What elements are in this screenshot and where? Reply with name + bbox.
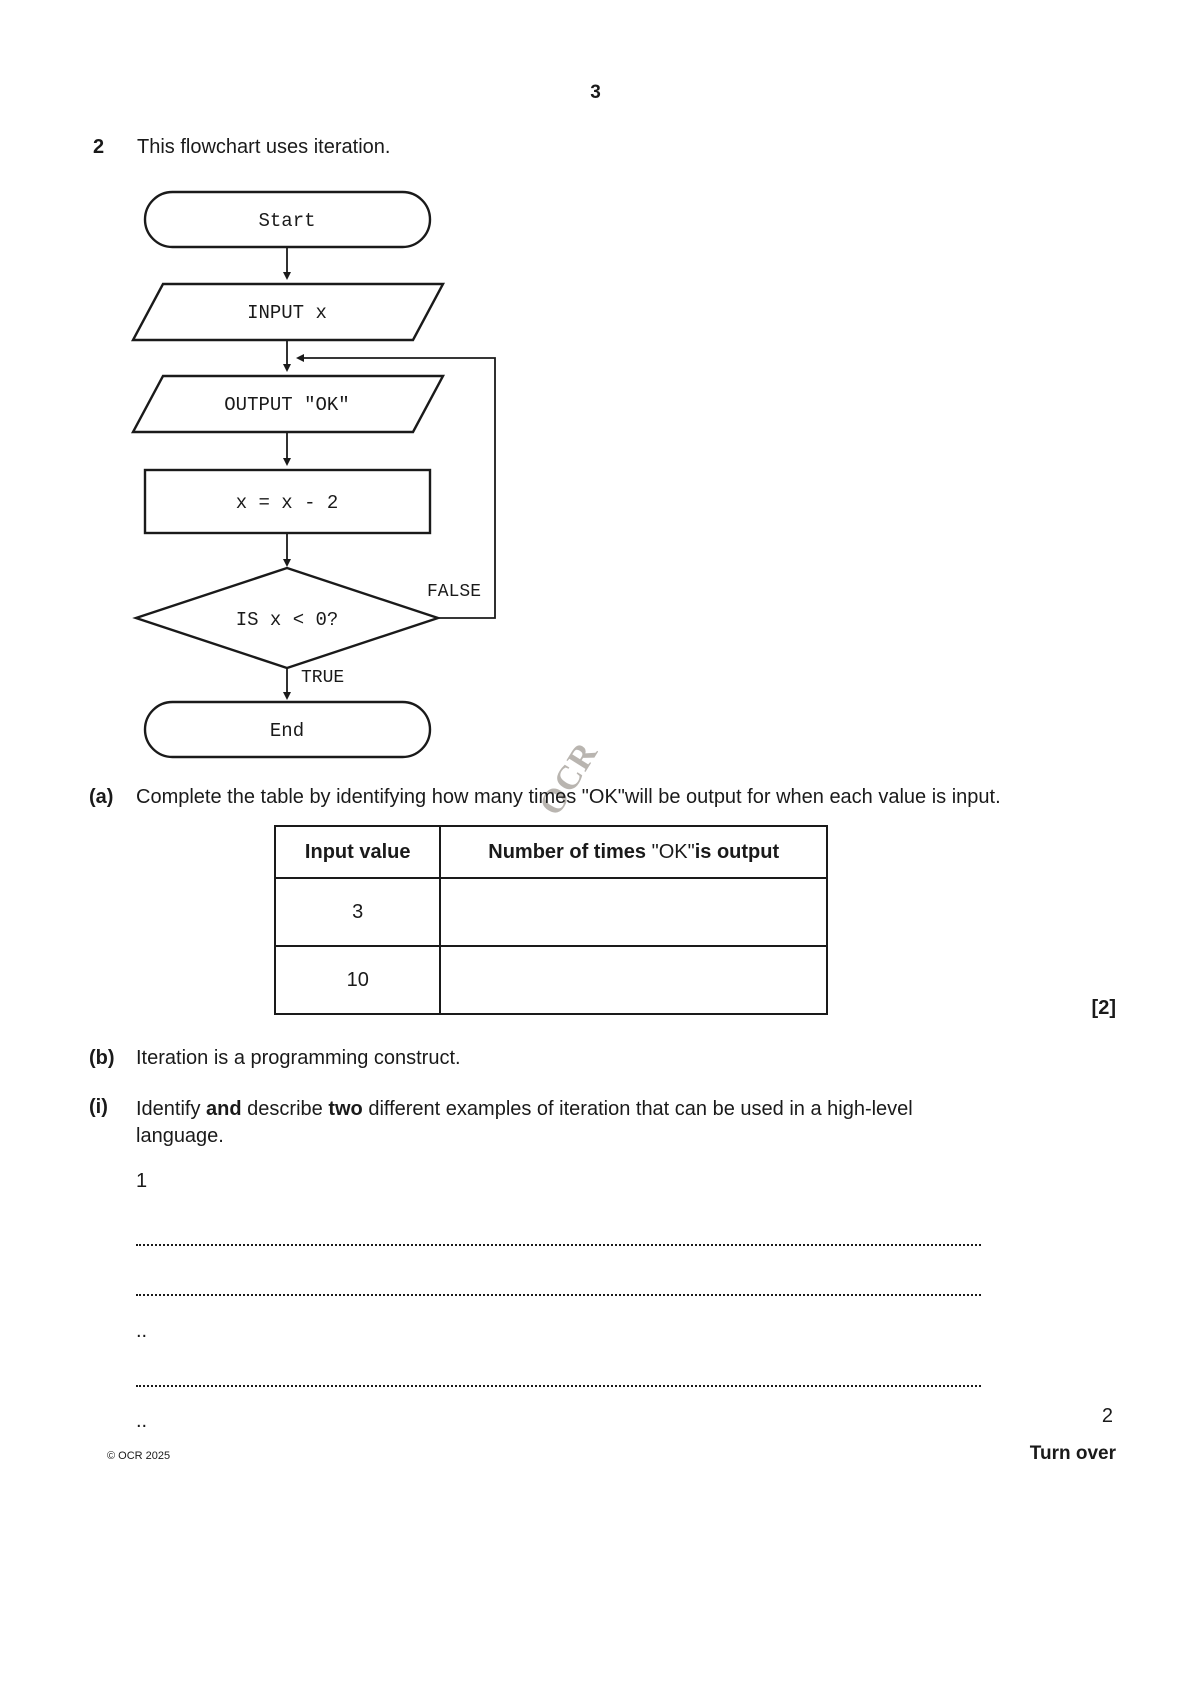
part-i-label: (i) [89,1096,108,1118]
flowchart-decision-label: IS x < 0? [235,609,339,631]
header-output-quoted: "OK" [651,840,695,863]
table-cell-answer[interactable] [440,878,827,946]
flowchart-true-label: TRUE [301,668,345,688]
ocr-watermark: OCR [532,735,606,822]
flowchart-false-label: FALSE [427,582,482,602]
part-b-text: Iteration is a programming construct. [136,1047,461,1069]
marks-part-a: [2] [1091,997,1116,1019]
flowchart-process-label: x = x - 2 [235,492,339,514]
footer-page-number: 2 [1101,1405,1113,1427]
answer-item-number-1: 1 [136,1170,148,1192]
flowchart-diagram [93,180,613,770]
question-stem: This flowchart uses iteration. [137,136,391,158]
question-number: 2 [93,136,105,158]
answer-line[interactable] [136,1244,981,1246]
part-i-text-pre: Identify [136,1098,207,1120]
answer-line-stub-2: .. [136,1410,148,1432]
table-header-row [275,826,827,878]
answer-table [274,825,828,1015]
part-i-bold-and: and [206,1098,242,1120]
answer-line[interactable] [136,1385,981,1387]
part-i-text-mid: describe [241,1098,329,1120]
flowchart-end-label: End [269,720,305,742]
part-b-label: (b) [89,1047,115,1069]
flowchart-output-label: OUTPUT "OK" [224,394,350,416]
footer-copyright: © OCR 2025 [107,1450,171,1462]
answer-line-stub-1: .. [136,1320,148,1342]
table-cell-input-value: 10 [275,946,440,1014]
answer-line[interactable] [136,1294,981,1296]
part-i-bold-two: two [328,1098,363,1120]
flowchart-input-label: INPUT x [247,302,327,324]
part-a-label: (a) [89,786,114,808]
page-number-top: 3 [590,82,601,103]
table-row [275,878,827,946]
header-output-post: is output [694,840,780,863]
part-a-text: Complete the table by identifying how many times "OK"will be output for when each value is input. [136,786,1001,808]
table-cell-answer[interactable] [440,946,827,1014]
footer-turn-over: Turn over [1029,1443,1116,1464]
table-header-output [440,826,827,878]
flowchart-start-label: Start [258,210,316,232]
header-output-pre: Number of times [488,840,652,863]
part-i-text-post: different examples of iteration that can be used in a high-level language. [136,1098,913,1147]
table-cell-input-value: 3 [275,878,440,946]
part-i-text [136,1096,966,1150]
table-row [275,946,827,1014]
table-header-input: Input value [275,826,440,878]
